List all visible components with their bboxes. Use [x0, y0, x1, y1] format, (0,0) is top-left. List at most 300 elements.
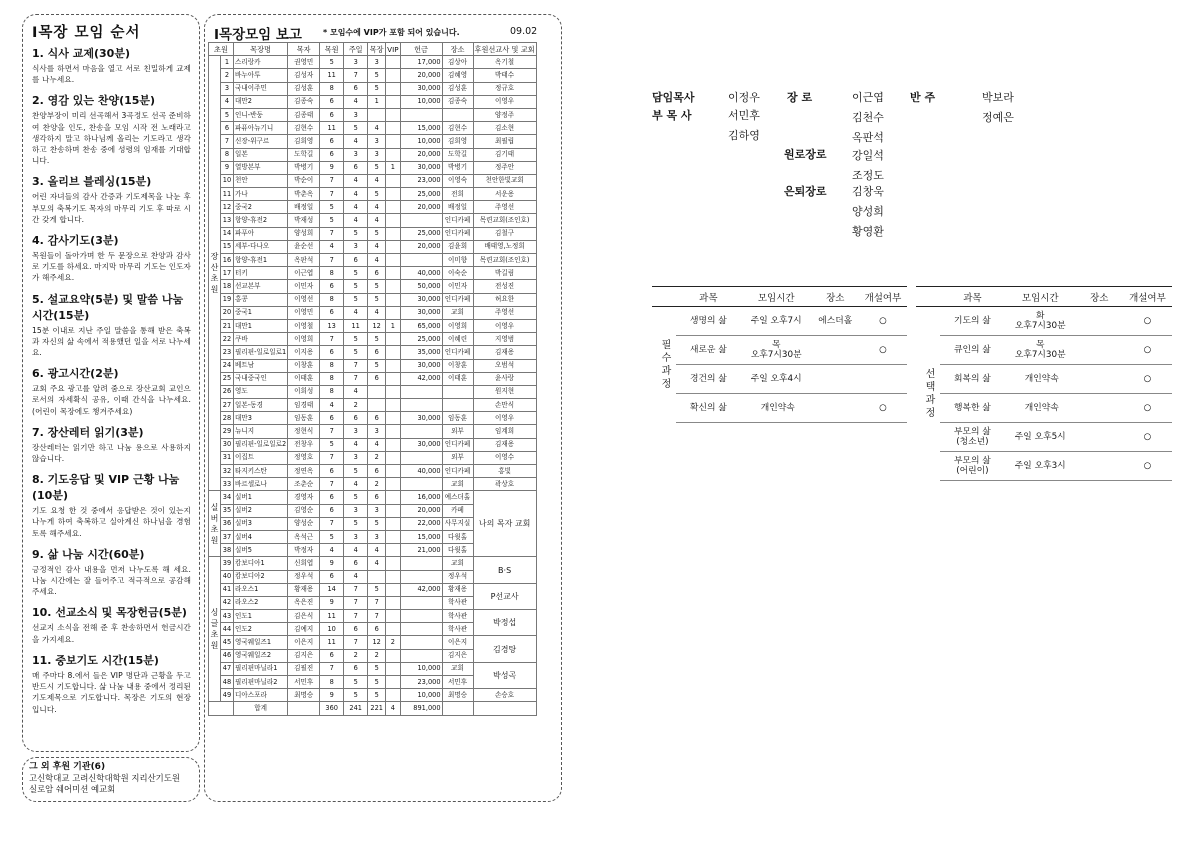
report-cell: 15,000 [400, 122, 442, 135]
report-cell: 5 [344, 465, 368, 478]
report-cell: 7 [344, 596, 368, 609]
course-name: 회복의 삶 [940, 365, 1005, 394]
support-line: 고신학대교 고려신학대학원 지리산기도원 [29, 773, 180, 783]
report-cell: 21 [221, 319, 234, 332]
report-cell: 6 [320, 491, 344, 504]
order-section-text: 목원들이 돌아가며 한 두 문장으로 찬양과 감사로 기도를 하세요. 마지막 마무리 기도는 인도자가 해주세요. [32, 251, 191, 283]
report-cell [386, 649, 400, 662]
report-cell: 조춘순 [288, 478, 320, 491]
report-cell: 1 [368, 95, 386, 108]
report-cell: 지영범 [473, 333, 536, 346]
report-cell: 19 [221, 293, 234, 306]
order-section-text: 찬양부장이 미리 선곡해서 3곡정도 선곡 준비하여 찬양을 인도, 찬송을 모임 시작 전 노래라고 생각하지 말고 하나님께 올리는 기도라고 생각하고 찬송하며 찬송 중에 성령의 임재를 기대합니다. [32, 111, 191, 166]
remark-cell: 나의 목자 교회 [473, 491, 536, 557]
staff-name: 이정우 [728, 91, 760, 104]
report-cell: 실버3 [234, 517, 288, 530]
report-row [209, 267, 537, 280]
report-cell: 40,000 [400, 465, 442, 478]
report-cell [386, 610, 400, 623]
report-cell: 파푸아 [234, 227, 288, 240]
report-cell: 5 [320, 438, 344, 451]
report-cell: 뉴니지 [234, 425, 288, 438]
report-row [209, 108, 537, 121]
report-cell: 20,000 [400, 69, 442, 82]
report-cell: 8 [320, 267, 344, 280]
report-cell: 교회 [442, 662, 473, 675]
report-cell: 26 [221, 385, 234, 398]
report-row [209, 69, 537, 82]
staff-name: 정예은 [982, 111, 1014, 124]
report-row [209, 385, 537, 398]
course-open-mark [859, 365, 907, 394]
col-header: 헌금 [400, 43, 442, 56]
report-cell: 3 [344, 504, 368, 517]
report-cell: 24 [221, 359, 234, 372]
report-cell: 4 [221, 95, 234, 108]
report-cell: 교회 [442, 557, 473, 570]
report-cell: 박춘옥 [288, 188, 320, 201]
report-cell: 8 [320, 372, 344, 385]
report-cell: 6 [320, 306, 344, 319]
staff-list [652, 88, 1072, 238]
course-cell [1076, 423, 1123, 452]
course-col-header: 과목 [940, 287, 1005, 307]
report-cell: 3 [368, 504, 386, 517]
report-cell: 5 [368, 517, 386, 530]
report-cell [386, 689, 400, 702]
report-cell: 30,000 [400, 306, 442, 319]
order-section-text: 식사를 하면서 마음을 열고 서로 친밀하게 교제를 나누세요. [32, 64, 191, 85]
report-cell: 5 [320, 201, 344, 214]
course-group-label: 선택과정 [923, 367, 934, 420]
course-cell [1076, 452, 1123, 481]
report-cell: 16 [221, 254, 234, 267]
report-cell: 5 [344, 676, 368, 689]
staff-role: 부 목 사 [652, 109, 692, 122]
report-cell: 김성훈 [442, 82, 473, 95]
report-cell: 9 [320, 596, 344, 609]
order-section-heading: 6. 광고시간(2분) [32, 367, 119, 381]
report-cell: 김종숙 [442, 95, 473, 108]
staff-name: 김창욱 [852, 185, 884, 198]
order-section-text: 긍정적인 감사 내용을 먼저 나누도록 해 세요. 나눔 시간에는 잘 들어주고 적극적으로 공감해 주세요. [32, 564, 191, 597]
report-cell: 4 [344, 214, 368, 227]
report-cell: 인디카페 [442, 293, 473, 306]
report-cell: 교회 [442, 478, 473, 491]
report-cell: 이혜린 [442, 333, 473, 346]
report-cell [386, 676, 400, 689]
report-cell: 중국2 [234, 201, 288, 214]
report-cell: 이희성 [288, 385, 320, 398]
report-cell [400, 570, 442, 583]
report-cell: 7 [344, 583, 368, 596]
report-cell: 권영민 [288, 56, 320, 69]
order-section-text: 어린 자녀들의 감사 간증과 기도제목을 나눈 후 부모의 축복기도 목자의 마무리 기도 후 따로 시간 갖게 합니다. [32, 192, 191, 224]
report-cell: 48 [221, 676, 234, 689]
report-cell: 4 [344, 135, 368, 148]
report-cell: 4 [344, 385, 368, 398]
staff-name: 강일석 [852, 149, 884, 162]
report-cell: 박순이 [288, 174, 320, 187]
report-cell: 6 [320, 148, 344, 161]
col-header: 목원 [320, 43, 344, 56]
report-cell: 3 [368, 135, 386, 148]
report-cell: 터키 [234, 267, 288, 280]
report-cell: 25,000 [400, 333, 442, 346]
report-row [209, 557, 537, 570]
report-header-row [209, 43, 537, 56]
required-course-table [652, 286, 907, 423]
total-cell: 221 [368, 702, 386, 715]
report-cell: 20,000 [400, 148, 442, 161]
report-cell: 4 [368, 201, 386, 214]
report-cell: 다윗홀 [442, 544, 473, 557]
report-cell [386, 95, 400, 108]
report-cell: 이영우 [473, 319, 536, 332]
order-section-heading: 4. 감사기도(3분) [32, 234, 119, 248]
report-cell: 이영선 [288, 293, 320, 306]
report-row [209, 412, 537, 425]
report-cell: 주영선 [473, 306, 536, 319]
report-cell: 49 [221, 689, 234, 702]
report-cell: 5 [344, 280, 368, 293]
report-cell: 6 [368, 623, 386, 636]
report-cell: 이숙순 [442, 267, 473, 280]
report-cell: 5 [221, 108, 234, 121]
report-cell: 타지키스탄 [234, 465, 288, 478]
report-cell: 외부 [442, 425, 473, 438]
report-cell [386, 293, 400, 306]
col-header: VIP [386, 43, 400, 56]
report-cell: 인도1 [234, 610, 288, 623]
report-cell: 14 [320, 583, 344, 596]
report-cell: 18 [221, 280, 234, 293]
meeting-order-sections [32, 45, 191, 715]
report-cell: 11 [344, 319, 368, 332]
order-section [32, 471, 191, 539]
report-cell: 15,000 [400, 530, 442, 543]
report-cell: 30,000 [400, 82, 442, 95]
report-panel [204, 14, 562, 802]
report-cell: 김윤회 [442, 240, 473, 253]
report-cell: 8 [320, 359, 344, 372]
report-cell: 외부 [442, 451, 473, 464]
report-cell: 1 [221, 56, 234, 69]
report-cell: 옥석근 [288, 530, 320, 543]
order-section-heading: 5. 설교요약(5분) 및 말씀 나눔 시간(15분) [32, 292, 184, 322]
report-row [209, 122, 537, 135]
order-section-heading: 9. 삶 나눔 시간(60분) [32, 547, 145, 561]
support-line: 실로암 쉐어미션 예교회 [29, 784, 116, 794]
report-cell: 6 [344, 82, 368, 95]
report-row [209, 636, 537, 649]
report-cell: 65,000 [400, 319, 442, 332]
report-cell: 이영철 [288, 319, 320, 332]
report-cell [386, 570, 400, 583]
order-section [32, 232, 191, 284]
report-cell: 김기태 [473, 148, 536, 161]
report-cell: 25,000 [400, 227, 442, 240]
order-section [32, 546, 191, 598]
course-row [916, 452, 1172, 481]
course-name: 부모의 삶 (청소년) [940, 423, 1005, 452]
report-cell: 5 [368, 689, 386, 702]
report-cell: 이영우 [473, 95, 536, 108]
report-cell: 최명승 [442, 689, 473, 702]
report-cell: 30,000 [400, 438, 442, 451]
report-cell: 바르셀로나 [234, 478, 288, 491]
report-row [209, 333, 537, 346]
report-cell: 라오스1 [234, 583, 288, 596]
course-name: 확신의 삶 [676, 394, 741, 423]
report-cell: 3 [344, 451, 368, 464]
report-cell: 목련교회(조인호) [473, 214, 536, 227]
report-cell: 이지용 [288, 346, 320, 359]
report-cell [386, 557, 400, 570]
course-row [652, 365, 907, 394]
report-cell [386, 517, 400, 530]
report-cell: 6 [368, 491, 386, 504]
order-section-text: 선교지 소식을 전해 준 후 찬송하면서 헌금시간을 가지세요. [32, 623, 191, 644]
report-cell: 7 [344, 359, 368, 372]
report-cell: 27 [221, 399, 234, 412]
report-cell: 서민후 [442, 676, 473, 689]
report-cell: 전성진 [473, 280, 536, 293]
report-cell: 31 [221, 451, 234, 464]
report-cell: 6 [320, 504, 344, 517]
course-row [916, 307, 1172, 336]
report-cell: 40,000 [400, 267, 442, 280]
report-cell: 5 [344, 491, 368, 504]
report-cell [386, 122, 400, 135]
report-cell: 서운용 [473, 188, 536, 201]
report-cell: 김철구 [473, 227, 536, 240]
report-cell: 이영희 [288, 333, 320, 346]
report-cell [386, 135, 400, 148]
report-cell: 신장-위구르 [234, 135, 288, 148]
report-cell: 10 [320, 623, 344, 636]
report-cell [368, 108, 386, 121]
course-open-mark: ○ [1123, 365, 1172, 394]
report-cell [442, 399, 473, 412]
report-row [209, 227, 537, 240]
report-cell [386, 425, 400, 438]
total-cell [209, 702, 234, 715]
report-cell [400, 425, 442, 438]
report-cell [386, 82, 400, 95]
report-cell: 예스더홀 [442, 491, 473, 504]
report-row [209, 372, 537, 385]
report-row [209, 610, 537, 623]
report-cell: 23,000 [400, 676, 442, 689]
report-cell: 옥은진 [288, 596, 320, 609]
report-cell [386, 385, 400, 398]
report-cell: 11 [221, 188, 234, 201]
report-row [209, 214, 537, 227]
report-cell: 세부-다나오 [234, 240, 288, 253]
report-cell: 양성순 [288, 517, 320, 530]
report-cell: 34 [221, 491, 234, 504]
report-cell: 국내중국인 [234, 372, 288, 385]
report-cell: 인디카페 [442, 214, 473, 227]
report-cell: 일본 [234, 148, 288, 161]
report-cell: 6 [344, 412, 368, 425]
report-cell: 김재용 [473, 346, 536, 359]
report-body [209, 56, 537, 715]
report-cell [400, 451, 442, 464]
report-cell: 김영순 [288, 504, 320, 517]
report-cell: 8 [320, 676, 344, 689]
report-cell: 45 [221, 636, 234, 649]
col-header: 초원 [209, 43, 234, 56]
report-cell: 6 [344, 254, 368, 267]
course-cell: 주일 오후3시 [1005, 452, 1076, 481]
report-cell: 정현식 [288, 425, 320, 438]
report-cell: 정우석 [442, 570, 473, 583]
report-cell: 12 [368, 636, 386, 649]
report-row [209, 293, 537, 306]
report-cell [368, 570, 386, 583]
report-row [209, 174, 537, 187]
course-name: 기도의 삶 [940, 307, 1005, 336]
report-cell: 6 [368, 346, 386, 359]
report-cell: 김종태 [288, 108, 320, 121]
report-cell: 목련교회(조인호) [473, 254, 536, 267]
report-cell: 10,000 [400, 689, 442, 702]
report-cell [386, 201, 400, 214]
report-cell [386, 267, 400, 280]
report-cell: 이영숙 [442, 174, 473, 187]
order-section-heading: 3. 올리브 블레싱(15분) [32, 175, 152, 189]
report-cell: 30 [221, 438, 234, 451]
report-cell [386, 530, 400, 543]
report-cell: 인니-반둥 [234, 108, 288, 121]
order-section-heading: 11. 중보기도 시간(15분) [32, 653, 159, 667]
report-cell: 5 [368, 69, 386, 82]
report-cell: 5 [368, 280, 386, 293]
report-cell: 6 [368, 412, 386, 425]
course-col-header: 장소 [1076, 287, 1123, 307]
report-cell: 5 [320, 214, 344, 227]
report-cell: 배정일 [288, 201, 320, 214]
course-name: 행복한 삶 [940, 394, 1005, 423]
course-row [652, 336, 907, 365]
report-cell: 5 [344, 333, 368, 346]
report-cell: 15 [221, 240, 234, 253]
report-cell [386, 240, 400, 253]
report-cell: 1 [386, 161, 400, 174]
course-cell [1076, 394, 1123, 423]
report-cell: 6 [368, 372, 386, 385]
report-cell: 배태영,노정희 [473, 240, 536, 253]
report-cell: 46 [221, 649, 234, 662]
report-cell: 25 [221, 372, 234, 385]
report-cell: 7 [320, 227, 344, 240]
report-cell: 4 [368, 122, 386, 135]
report-cell: 이민자 [288, 280, 320, 293]
report-cell: 임동훈 [288, 412, 320, 425]
report-cell: 필리핀마닐라1 [234, 662, 288, 675]
report-cell: 17 [221, 267, 234, 280]
report-cell: 8 [320, 385, 344, 398]
report-cell: 천안 [234, 174, 288, 187]
report-cell: 김상아 [442, 56, 473, 69]
course-cell [1076, 336, 1123, 365]
report-cell [386, 333, 400, 346]
report-cell: 디아스포라 [234, 689, 288, 702]
report-cell: 인도2 [234, 623, 288, 636]
report-cell: 파퓨아뉴기니 [234, 122, 288, 135]
report-cell: 베트남 [234, 359, 288, 372]
report-cell: 6 [320, 135, 344, 148]
order-section-text: 교회 주요 광고를 알려 줌으로 장산교회 교인으로서의 자세확식 공유, 이때 간식을 나누세요.(어린이 목장에도 챙겨주세요) [32, 384, 191, 416]
course-name: 새로운 삶 [676, 336, 741, 365]
course-cell: 목 오후7시30분 [1005, 336, 1076, 365]
report-cell: 신희엽 [288, 557, 320, 570]
report-cell: 6 [320, 465, 344, 478]
report-row [209, 583, 537, 596]
course-col-header: 개설여부 [859, 287, 907, 307]
report-cell [386, 188, 400, 201]
report-cell: 3 [368, 148, 386, 161]
report-cell: 3 [344, 240, 368, 253]
report-cell: 5 [344, 122, 368, 135]
report-row [209, 319, 537, 332]
report-cell: 10 [221, 174, 234, 187]
report-cell: 최필립 [473, 135, 536, 148]
report-cell: 4 [368, 240, 386, 253]
report-cell: 옥판석 [288, 254, 320, 267]
report-cell [400, 557, 442, 570]
course-open-mark: ○ [859, 336, 907, 365]
report-cell: 이영수 [473, 451, 536, 464]
course-name: 큐인의 삶 [940, 336, 1005, 365]
report-cell: 이영우 [473, 412, 536, 425]
report-cell: 김희영 [288, 135, 320, 148]
order-section-heading: 1. 식사 교제(30분) [32, 47, 130, 60]
report-cell [386, 174, 400, 187]
report-cell: 6 [344, 557, 368, 570]
report-cell: 원지현 [473, 385, 536, 398]
report-cell: 이근엽 [288, 267, 320, 280]
course-cell [1076, 365, 1123, 394]
support-title: 그 외 후원 기관(6) [29, 762, 106, 772]
report-cell [400, 254, 442, 267]
report-row [209, 306, 537, 319]
report-cell: 김현수 [442, 122, 473, 135]
report-cell: 13 [221, 214, 234, 227]
course-cell: 개인약속 [741, 394, 812, 423]
report-cell: 4 [344, 188, 368, 201]
report-cell: 7 [344, 372, 368, 385]
meeting-order-panel [22, 14, 200, 752]
course-group-label: 필수과정 [659, 338, 670, 391]
report-cell: 선교본부 [234, 280, 288, 293]
report-cell [400, 623, 442, 636]
col-header: 목장 [368, 43, 386, 56]
report-cell: 30,000 [400, 359, 442, 372]
report-cell: 김소현 [473, 122, 536, 135]
report-cell: 일본-동경 [234, 399, 288, 412]
report-cell: 3 [344, 56, 368, 69]
report-cell: 2 [344, 399, 368, 412]
report-cell [400, 649, 442, 662]
report-cell: 7 [320, 451, 344, 464]
report-row [209, 95, 537, 108]
report-cell: 국내이주민 [234, 82, 288, 95]
report-cell: 6 [320, 570, 344, 583]
report-cell: 4 [368, 306, 386, 319]
